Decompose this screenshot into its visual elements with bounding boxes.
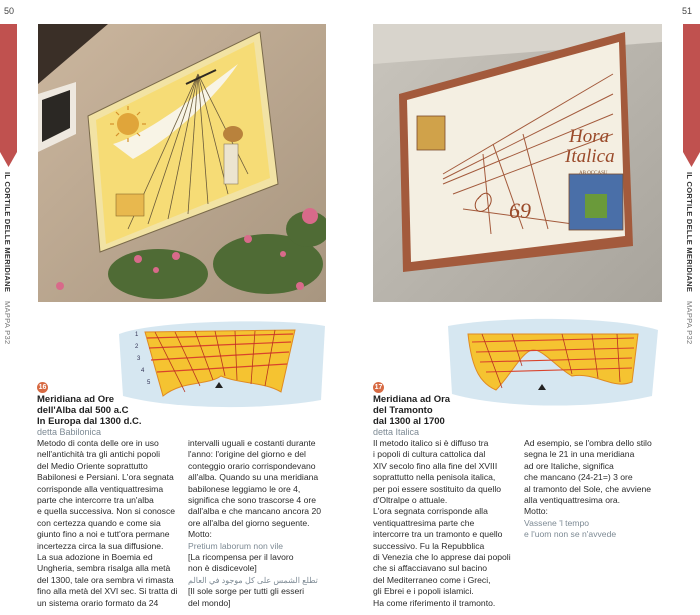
photo-text-ab-occasu: AB OCCASU — [579, 171, 608, 176]
text-line: d'Oltralpe o attuale. — [373, 495, 448, 506]
text-line: corrisponde alla ventiquattresima — [37, 483, 164, 494]
text-line: giunto fino a noi e tutt'ora permane — [37, 529, 170, 540]
text-line: intercorre tra un tramonto e quello — [373, 529, 503, 540]
text-line: segna le 21 in una meridiana — [524, 449, 635, 460]
text-line: XIV secolo fino alla fine del XVIII — [373, 460, 498, 471]
text-line: Motto: — [188, 529, 212, 540]
text-line: di Venezia che lo apprese dai popoli — [373, 552, 511, 563]
entry-number-badge: 17 — [374, 384, 383, 391]
motto-line: Vassene 'l tempo — [524, 517, 590, 528]
text-line: al tramonto del Sole, che avviene — [524, 483, 652, 494]
text-line: un sistema orario formato da 24 — [37, 597, 159, 608]
motto-translation-line: non è disdicevole] — [188, 563, 257, 574]
text-line: intervalli uguali e costanti durante — [188, 438, 316, 448]
side-label-map-ref: MAPPA P32 — [685, 300, 694, 344]
side-label-map-ref: MAPPA P32 — [3, 300, 12, 344]
text-line: Metodo di conta delle ore in uso — [37, 438, 159, 448]
page-number-left: 50 — [4, 6, 15, 16]
photo-text-number: 69 — [509, 198, 531, 223]
text-line: parte che intercorre tra un'alba — [37, 495, 154, 506]
title-line: Meridiana ad Ore — [37, 394, 115, 405]
text-line: del Medio Oriente soprattutto — [37, 460, 148, 471]
text-line: significa che sono trascorse 4 ore — [188, 495, 317, 506]
text-line: fino alla metà del XVI sec. Si tratta di — [37, 586, 178, 597]
text-line: alla ventiquattresima ora. — [524, 495, 621, 506]
text-line: per poi essere sostituito da quello — [373, 483, 502, 494]
text-line: all'alba. Quando su una meridiana — [188, 472, 319, 483]
text-line: che mancano (24-21=) 3 ore — [524, 472, 633, 483]
body-column-2-left — [188, 438, 338, 609]
side-label-text: IL CORTILE DELLE MERIDIANE — [685, 172, 694, 293]
text-line: ad ore Italiche, significa — [524, 460, 614, 471]
text-line: gli Ebrei e i popoli islamici. — [373, 586, 474, 597]
text-line: Il metodo italico si è diffuso tra — [373, 438, 489, 448]
text-line: nell'antichità tra gli antichi popoli — [37, 449, 160, 460]
text-line: i popoli di cultura cattolica dal — [373, 449, 486, 460]
motto-line: Pretium laborum non vile — [188, 540, 284, 551]
svg-text:3: 3 — [137, 356, 141, 362]
side-label-left — [3, 172, 12, 344]
text-line: incertezza circa la sua diffusione. — [37, 540, 164, 551]
text-line: l'anno: l'origine del giorno e del — [188, 449, 306, 460]
side-tab-marker — [0, 24, 18, 168]
text-line: Babilonesi e Persiani. L'ora segnata — [37, 472, 174, 483]
title-line: In Europa dal 1300 d.C. — [37, 416, 142, 427]
text-line: babilonese leggiamo le ore 4, — [188, 483, 301, 494]
entry-title-left — [37, 394, 187, 438]
page-number-right: 51 — [682, 6, 693, 16]
motto-translation-line: [Il sole sorge per tutti gli esseri — [188, 586, 305, 597]
photo-babilonica-sundial — [38, 24, 326, 302]
text-line: del 1300, tale ora sembra vi rimasta — [37, 574, 174, 585]
text-line: Motto: — [524, 506, 548, 517]
side-label-right — [685, 172, 694, 344]
motto-arabic-line: تطلع الشمس على كل موجود في العالم — [188, 575, 318, 585]
text-line: ore all'alba del giorno seguente. — [188, 517, 310, 528]
side-tab-marker — [683, 24, 700, 168]
body-column-1-right — [373, 438, 523, 609]
photo-italica-sundial — [373, 24, 662, 302]
text-line: soprattutto nella penisola italica, — [373, 472, 496, 483]
motto-translation-line: [La ricompensa per il lavoro — [188, 552, 294, 563]
side-label-text: IL CORTILE DELLE MERIDIANE — [3, 172, 12, 293]
text-line: del Mediterraneo come i Greci, — [373, 574, 491, 585]
text-line: che si affacciavano sul bacino — [373, 563, 488, 574]
entry-subtitle: detta Babilonica — [37, 427, 102, 437]
text-line: e quella successiva. Non si conosce — [37, 506, 176, 517]
title-line: Meridiana ad Ora — [373, 394, 451, 405]
side-tab-left — [0, 24, 18, 173]
svg-text:2: 2 — [135, 344, 139, 350]
entry-number-badge: 16 — [38, 384, 47, 391]
title-line: del Tramonto — [373, 405, 433, 416]
body-column-1-left — [37, 438, 187, 609]
motto-line: e l'uom non se n'avvede — [524, 529, 617, 540]
entry-subtitle: detta Italica — [373, 427, 420, 437]
photo-text-italica: Italica — [565, 146, 615, 167]
text-line: La sua adozione in Boemia ed — [37, 552, 153, 563]
text-line: successivo. Fu la Repubblica — [373, 540, 485, 551]
text-line: dall'alba e che mancano ancora 20 — [188, 506, 322, 517]
text-line: Ha come riferimento il tramonto. — [373, 597, 496, 608]
motto-translation-line: del mondo] — [188, 597, 231, 608]
text-line: Ad esempio, se l'ombra dello stilo — [524, 438, 652, 448]
title-line: dal 1300 al 1700 — [373, 416, 445, 427]
text-line: ventiquattresima parte che — [373, 517, 475, 528]
photo-text-hora: Hora — [569, 126, 610, 147]
svg-text:1: 1 — [135, 332, 139, 338]
text-line: L'ora segnata corrisponde alla — [373, 506, 488, 517]
text-line: conteggio orario corrispondevano — [188, 460, 316, 471]
svg-text:5: 5 — [147, 380, 151, 386]
body-column-2-right — [524, 438, 674, 541]
entry-title-right — [373, 394, 523, 438]
svg-text:4: 4 — [141, 368, 145, 374]
title-line: dell'Alba dal 500 a.C — [37, 405, 129, 416]
side-tab-right — [683, 24, 700, 173]
text-line: con certezza quando e come sia — [37, 517, 161, 528]
text-line: Ungheria, sembra risalga alla metà — [37, 563, 171, 574]
